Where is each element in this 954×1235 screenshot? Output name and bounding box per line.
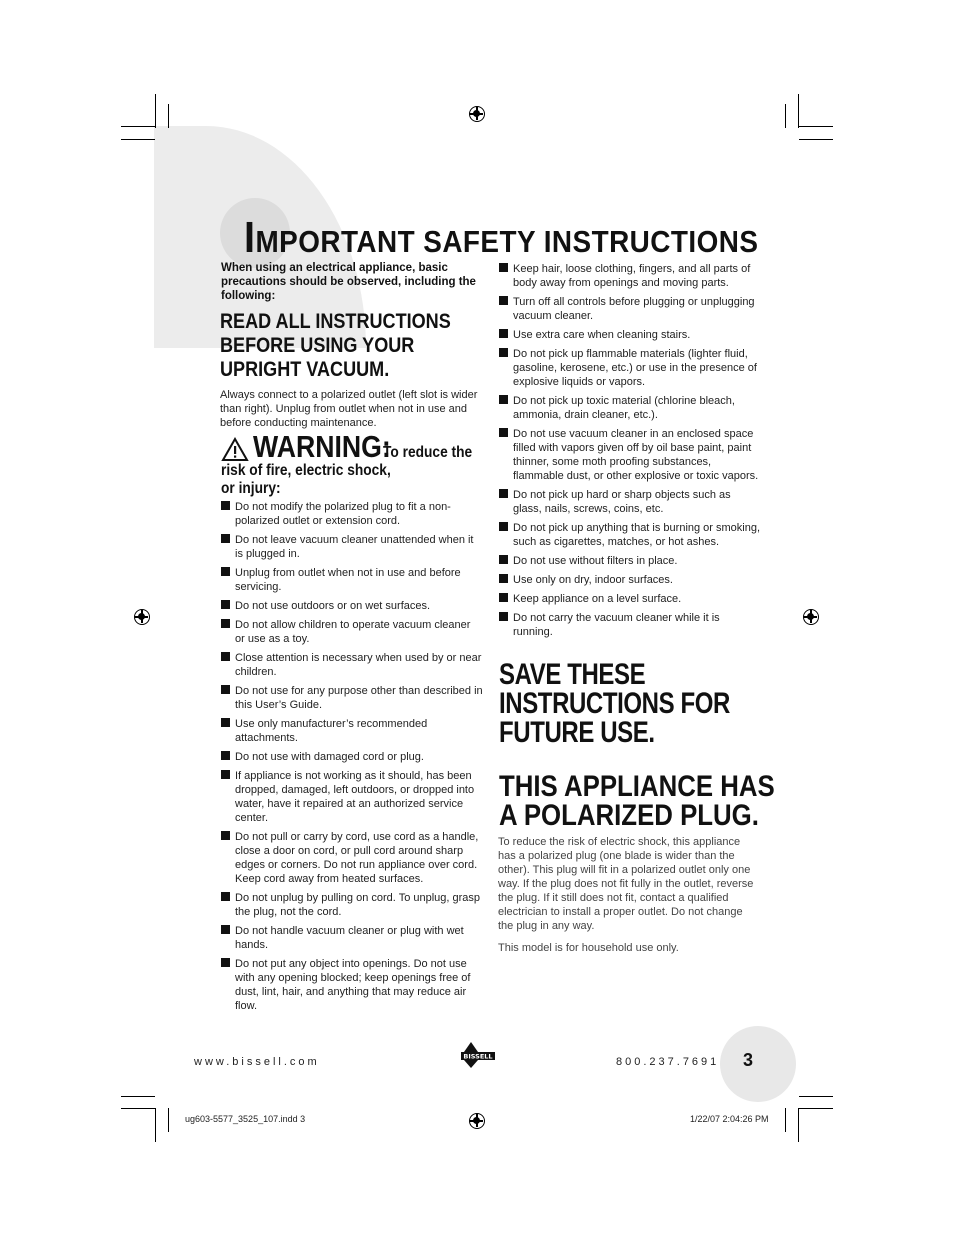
intro-text: When using an electrical appliance, basic precautions should be observed, including the following: [221,262,476,302]
list-item-text: Do not use vacuum cleaner in an enclosed space filled with vapors given off by oil base paint, paint thinner, some moth proofing substances, flammable dust, or other explosive or toxic vapors. [513,428,759,482]
bullet-square-icon [221,600,230,609]
list-item [221,500,483,528]
warning-line-3: or injury: [221,480,281,497]
bullet-square-icon [221,831,230,840]
title-rest: MPORTANT SAFETY INSTRUCTIONS [255,224,759,259]
file-slug: ug603-5577_3525_107.indd 3 [185,1114,306,1124]
bissell-logo [458,1040,498,1070]
bullet-square-icon [499,428,508,437]
save-instructions-heading: SAVE THESE INSTRUCTIONS FOR FUTURE USE. [499,658,730,749]
list-item-text: Do not modify the polarized plug to fit a non-polarized outlet or extension cord. [235,501,451,527]
registration-mark-icon [469,1113,485,1129]
bullet-square-icon [221,534,230,543]
list-item [499,295,761,323]
list-item [499,592,761,606]
household-use-note: This model is for household use only. [498,942,679,954]
page-title [244,213,758,263]
title-first-letter: I [244,213,256,262]
bullet-square-icon [221,501,230,510]
bullet-square-icon [221,770,230,779]
list-item-text: Keep appliance on a level surface. [513,593,682,605]
list-item-text: Do not put any object into openings. Do not use with any opening blocked; keep openings free of dust, lint, hair, and anything that may reduce air flow. [235,958,471,1012]
list-item-text: Do not pick up toxic material (chlorine bleach, ammonia, drain cleaner, etc.). [513,395,735,421]
right-safety-list [499,262,761,644]
polarized-outlet-note: Always connect to a polarized outlet (left slot is wider than right). Unplug from outlet when not in use and before conducting maintenance. [220,389,478,429]
list-item-text: Close attention is necessary when used by or near children. [235,652,482,678]
list-item [221,651,483,679]
bullet-square-icon [499,296,508,305]
list-item-text: Do not unplug by pulling on cord. To unplug, grasp the plug, not the cord. [235,892,481,918]
list-item [499,573,761,587]
list-item [499,427,761,483]
bullet-square-icon [499,348,508,357]
warning-triangle-icon [221,437,249,462]
registration-mark-icon [803,609,819,625]
bullet-square-icon [499,612,508,621]
list-item-text: Do not pull or carry by cord, use cord as a handle, close a door on cord, or pull cord around sharp edges or corners. Do not run appliance over cord. Keep cord away from heated surfaces. [235,831,479,885]
bullet-square-icon [221,718,230,727]
list-item [221,750,483,764]
list-item-text: Use extra care when cleaning stairs. [513,329,691,341]
list-item [221,566,483,594]
list-item-text: Use only on dry, indoor surfaces. [513,574,673,586]
list-item [221,618,483,646]
list-item-text: Do not handle vacuum cleaner or plug with wet hands. [235,925,464,951]
list-item-text: Turn off all controls before plugging or unplugging vacuum cleaner. [513,296,755,322]
bullet-square-icon [221,925,230,934]
list-item [221,684,483,712]
warning-line-2: risk of fire, electric shock, [221,462,391,479]
list-item-text: Do not allow children to operate vacuum cleaner or use as a toy. [235,619,471,645]
bullet-square-icon [499,593,508,602]
left-safety-list [221,500,483,1018]
list-item-text: Do not leave vacuum cleaner unattended when it is plugged in. [235,534,474,560]
list-item-text: Do not use for any purpose other than described in this User’s Guide. [235,685,483,711]
list-item-text: Do not pick up anything that is burning or smoking, such as cigarettes, matches, or hot ashes. [513,522,761,548]
list-item [499,521,761,549]
page-number-circle [720,1026,796,1102]
registration-mark-icon [134,609,150,625]
list-item [221,717,483,745]
list-item-text: Do not use without filters in place. [513,555,678,567]
polarized-plug-text: To reduce the risk of electric shock, this appliance has a polarized plug (one blade is wider than the other). This plug will fit in a polarized outlet only one way. If the plug does not fit fully in the outlet, reverse the plug. If it still does not fit, contact a qualified electrician to install a proper outlet. Do not change the plug in any way. [498,836,754,932]
bullet-square-icon [499,395,508,404]
list-item [499,262,761,290]
list-item [221,957,483,1013]
list-item-text: Do not use outdoors or on wet surfaces. [235,600,431,612]
warning-block [221,429,501,498]
bullet-square-icon [499,574,508,583]
registration-mark-icon [469,106,485,122]
bullet-square-icon [499,329,508,338]
list-item [221,533,483,561]
list-item [499,347,761,389]
list-item [221,891,483,919]
list-item-text: Unplug from outlet when not in use and before servicing. [235,567,461,593]
warning-line-1: To reduce the [383,444,473,461]
bullet-square-icon [499,522,508,531]
list-item [221,769,483,825]
list-item [221,830,483,886]
bullet-square-icon [221,685,230,694]
page-number: 3 [743,1050,754,1070]
list-item [499,328,761,342]
bullet-square-icon [221,619,230,628]
bullet-square-icon [221,652,230,661]
list-item-text: Do not use with damaged cord or plug. [235,751,424,763]
date-slug: 1/22/07 2:04:26 PM [690,1114,769,1124]
logo-text: BISSELL [463,1052,493,1061]
list-item [499,394,761,422]
list-item-text: Do not carry the vacuum cleaner while it is running. [513,612,720,638]
list-item [221,599,483,613]
list-item-text: Use only manufacturer’s recommended attachments. [235,718,428,744]
bullet-square-icon [221,892,230,901]
list-item [499,488,761,516]
list-item-text: Do not pick up hard or sharp objects such as glass, nails, screws, coins, etc. [513,489,731,515]
bullet-square-icon [221,958,230,967]
list-item [221,924,483,952]
read-all-heading: READ ALL INSTRUCTIONS BEFORE USING YOUR UPRIGHT VACUUM. [220,310,451,381]
list-item-text: Do not pick up flammable materials (lighter fluid, gasoline, kerosene, etc.) or use in the presence of explosive liquids or vapors. [513,348,757,388]
bullet-square-icon [499,489,508,498]
list-item-text: If appliance is not working as it should, has been dropped, damaged, left outdoors, or dropped into water, have it repaired at an authorized service center. [235,770,475,824]
warning-label: WARNING: [253,429,391,464]
bullet-square-icon [221,567,230,576]
bullet-square-icon [499,555,508,564]
phone-number: 800.237.7691 [616,1056,720,1068]
bullet-square-icon [499,263,508,272]
list-item [499,554,761,568]
polarized-plug-heading: THIS APPLIANCE HAS A POLARIZED PLUG. [499,770,775,832]
list-item [499,611,761,639]
website-link[interactable]: www.bissell.com [194,1056,320,1068]
list-item-text: Keep hair, loose clothing, fingers, and all parts of body away from openings and moving parts. [513,263,751,289]
bullet-square-icon [221,751,230,760]
